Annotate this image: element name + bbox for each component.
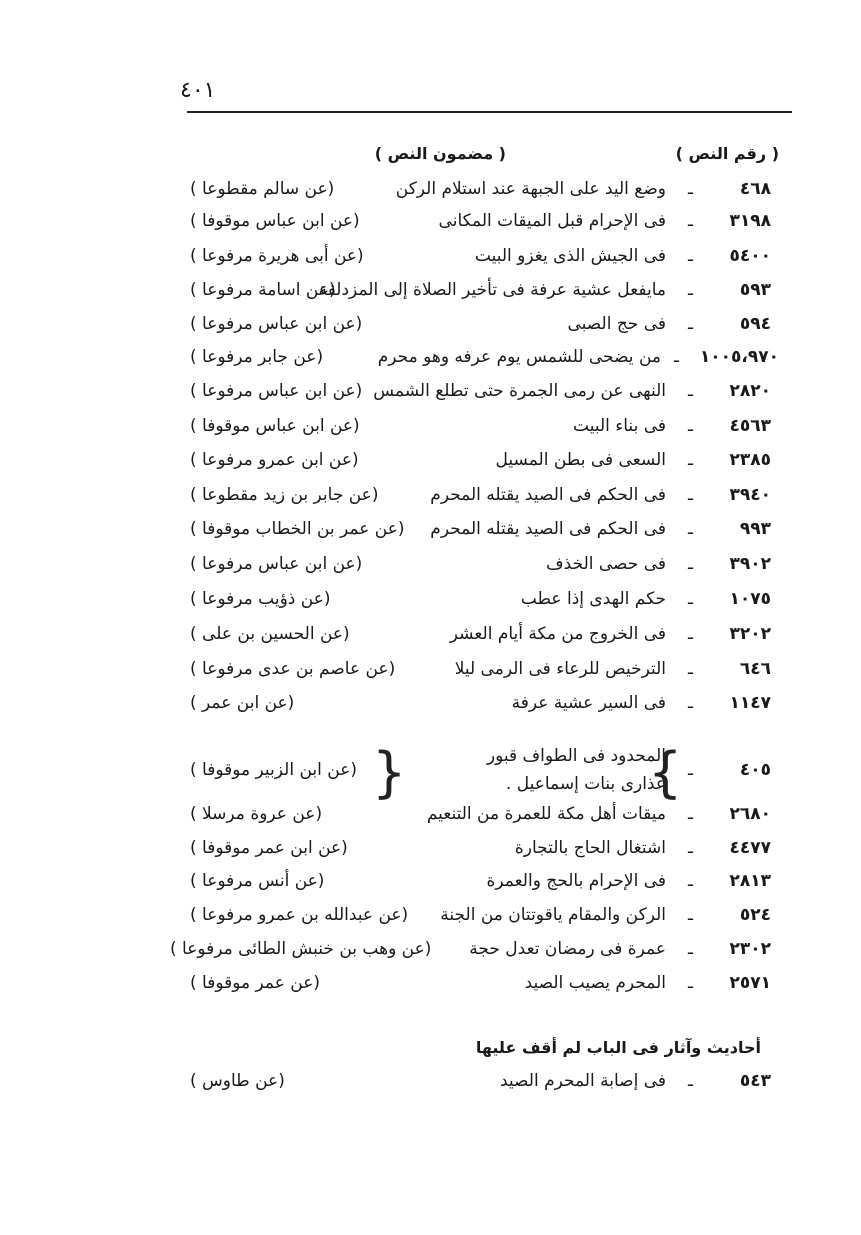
text-source: (عن عمر بن الخطاب موقوفا ) [190, 519, 405, 539]
text-source: (عن ابن عمرو مرفوعا ) [190, 450, 359, 470]
text-number: ٥٩٣ [739, 280, 771, 300]
text-number: ٢٨١٣ [729, 871, 771, 891]
text-content: السعى فى بطن المسيل [495, 450, 666, 470]
text-number: ٩٩٣ [739, 519, 771, 539]
table-row [0, 868, 861, 898]
page-number: ٤٠١ [180, 78, 216, 103]
text-content: فى الحكم فى الصيد يقتله المحرم [430, 485, 666, 505]
dash: ـ [688, 381, 693, 401]
dash: ـ [674, 347, 679, 367]
dash: ـ [688, 659, 693, 679]
text-number: ١٠٠٥،٩٧٠ [699, 347, 779, 367]
text-source: (عن ابن عباس مرفوعا ) [190, 554, 363, 574]
text-source: (عن جابر بن زيد مقطوعا ) [190, 485, 379, 505]
text-source: (عن أنس مرفوعا ) [190, 871, 325, 891]
text-number: ٥٤٠٠ [729, 246, 771, 266]
text-number: ٣٩٤٠ [729, 485, 771, 505]
text-source: (عن عروة مرسلا ) [190, 804, 323, 824]
text-content: حكم الهدى إذا عطب [520, 589, 666, 609]
table-row [0, 586, 861, 616]
text-content: النهى عن رمى الجمرة حتى تطلع الشمس [373, 381, 666, 401]
dash: ـ [688, 416, 693, 436]
table-row [0, 447, 861, 477]
text-number: ١١٤٧ [729, 693, 771, 713]
text-number: ٢٣٨٥ [729, 450, 771, 470]
table-row [0, 243, 861, 273]
dash: ـ [688, 973, 693, 993]
table-row [0, 208, 861, 238]
dash: ـ [688, 554, 693, 574]
text-number: ٢٥٧١ [729, 973, 771, 993]
table-row [0, 516, 861, 546]
dash: ـ [688, 485, 693, 505]
text-content: فى الحكم فى الصيد يقتله المحرم [430, 519, 666, 539]
text-content: فى الإحرام قبل الميقات المكانى [438, 211, 666, 231]
text-source: (عن وهب بن خنبش الطائى مرفوعا ) [170, 939, 432, 959]
dash: ـ [688, 939, 693, 959]
text-content: فى الجيش الذى يغزو البيت [474, 246, 666, 266]
table-row [0, 311, 861, 341]
top-rule [187, 111, 792, 113]
table-row [0, 551, 861, 581]
text-source: (عن ابن عباس مرفوعا ) [190, 314, 363, 334]
text-content: من يضحى للشمس يوم عرفه وهو محرم [377, 347, 661, 367]
dash: ـ [688, 804, 693, 824]
text-source: (عن ابن عباس مرفوعا ) [190, 381, 363, 401]
text-source: (عن ابن عباس موقوفا ) [190, 211, 360, 231]
text-number: ٥٩٤ [739, 314, 771, 334]
text-content: فى الخروج من مكة أيام العشر [449, 624, 666, 644]
text-content: المحدود فى الطواف قبور [486, 746, 666, 766]
dash: ـ [688, 246, 693, 266]
brace-left: } [372, 741, 407, 804]
brace-right: { [648, 741, 683, 804]
text-number: ٥٤٣ [739, 1071, 771, 1091]
text-number: ١٠٧٥ [729, 589, 771, 609]
text-source: (عن ابن عمر موقوفا ) [190, 838, 348, 858]
table-row [0, 936, 861, 966]
text-source: (عن ابن عمر ) [190, 693, 295, 713]
table-row [0, 1068, 861, 1098]
table-row [0, 413, 861, 443]
table-row [0, 277, 861, 307]
header-content-column: ( مضمون النص ) [374, 144, 506, 163]
dash: ـ [688, 905, 693, 925]
text-content: فى حصى الخذف [546, 554, 666, 574]
text-content-continued: عذارى بنات إسماعيل . [505, 774, 666, 794]
table-row [0, 970, 861, 1000]
text-source: (عن سالم مقطوعا ) [190, 179, 335, 199]
dash: ـ [688, 519, 693, 539]
table-row [0, 176, 861, 206]
table-row [0, 835, 861, 865]
text-number: ٣١٩٨ [729, 211, 771, 231]
table-row [0, 656, 861, 686]
table-row [0, 741, 861, 804]
table-row [0, 344, 861, 374]
text-source: (عن ابن عباس موقوفا ) [190, 416, 360, 436]
text-source: (عن عمر موقوفا ) [190, 973, 321, 993]
dash: ـ [688, 450, 693, 470]
dash: ـ [688, 838, 693, 858]
dash: ـ [688, 1071, 693, 1091]
dash: ـ [688, 314, 693, 334]
table-row [0, 902, 861, 932]
text-content: فى حج الصبى [567, 314, 666, 334]
dash: ـ [688, 871, 693, 891]
text-content: وضع اليد على الجبهة عند استلام الركن [395, 179, 666, 199]
text-content: المحرم يصيب الصيد [524, 973, 666, 993]
text-source: (عن طاوس ) [190, 1071, 285, 1091]
table-row [0, 690, 861, 720]
dash: ـ [688, 624, 693, 644]
text-number: ٢٨٢٠ [729, 381, 771, 401]
text-number: ٣٢٠٢ [729, 624, 771, 644]
text-number: ٦٤٦ [739, 659, 771, 679]
table-row [0, 378, 861, 408]
text-source: (عن ابن الزبير موقوفا ) [190, 760, 357, 780]
text-content: مايفعل عشية عرفة فى تأخير الصلاة إلى المزدلفة [318, 280, 666, 300]
dash: ـ [688, 179, 693, 199]
dash: ـ [688, 280, 693, 300]
text-number: ٢٣٠٢ [729, 939, 771, 959]
text-content: الترخيص للرعاء فى الرمى ليلا [454, 659, 666, 679]
table-row [0, 621, 861, 651]
text-content: عمرة فى رمضان تعدل حجة [469, 939, 666, 959]
text-source: (عن عبدالله بن عمرو مرفوعا ) [190, 905, 409, 925]
text-content: اشتغال الحاج بالتجارة [514, 838, 666, 858]
text-source: (عن عاصم بن عدى مرفوعا ) [190, 659, 396, 679]
text-number: ٤٤٧٧ [729, 838, 771, 858]
text-content: ميقات أهل مكة للعمرة من التنعيم [426, 804, 666, 824]
text-content: الركن والمقام ياقوتتان من الجنة [440, 905, 666, 925]
text-number: ٣٩٠٢ [729, 554, 771, 574]
text-content: فى بناء البيت [573, 416, 666, 436]
text-number: ٤٦٨ [739, 179, 771, 199]
table-row [0, 482, 861, 512]
text-source: (عن اسامة مرفوعا ) [190, 280, 336, 300]
text-number: ٥٢٤ [739, 905, 771, 925]
dash: ـ [688, 760, 693, 780]
dash: ـ [688, 589, 693, 609]
text-content: فى إصابة المحرم الصيد [500, 1071, 666, 1091]
text-source: (عن أبى هريرة مرفوعا ) [190, 246, 364, 266]
text-content: فى السير عشية عرفة [511, 693, 666, 713]
text-number: ٤٠٥ [739, 760, 771, 780]
dash: ـ [688, 211, 693, 231]
text-number: ٢٦٨٠ [729, 804, 771, 824]
text-source: (عن جابر مرفوعا ) [190, 347, 324, 367]
text-content: فى الإحرام بالحج والعمرة [486, 871, 666, 891]
table-row [0, 801, 861, 831]
text-source: (عن الحسين بن على ) [190, 624, 350, 644]
text-number: ٤٥٦٣ [729, 416, 771, 436]
dash: ـ [688, 693, 693, 713]
section-title: أحاديث وآثار فى الباب لم أقف عليها [475, 1038, 761, 1057]
header-number-column: ( رقم النص ) [675, 144, 779, 163]
text-source: (عن ذؤيب مرفوعا ) [190, 589, 331, 609]
